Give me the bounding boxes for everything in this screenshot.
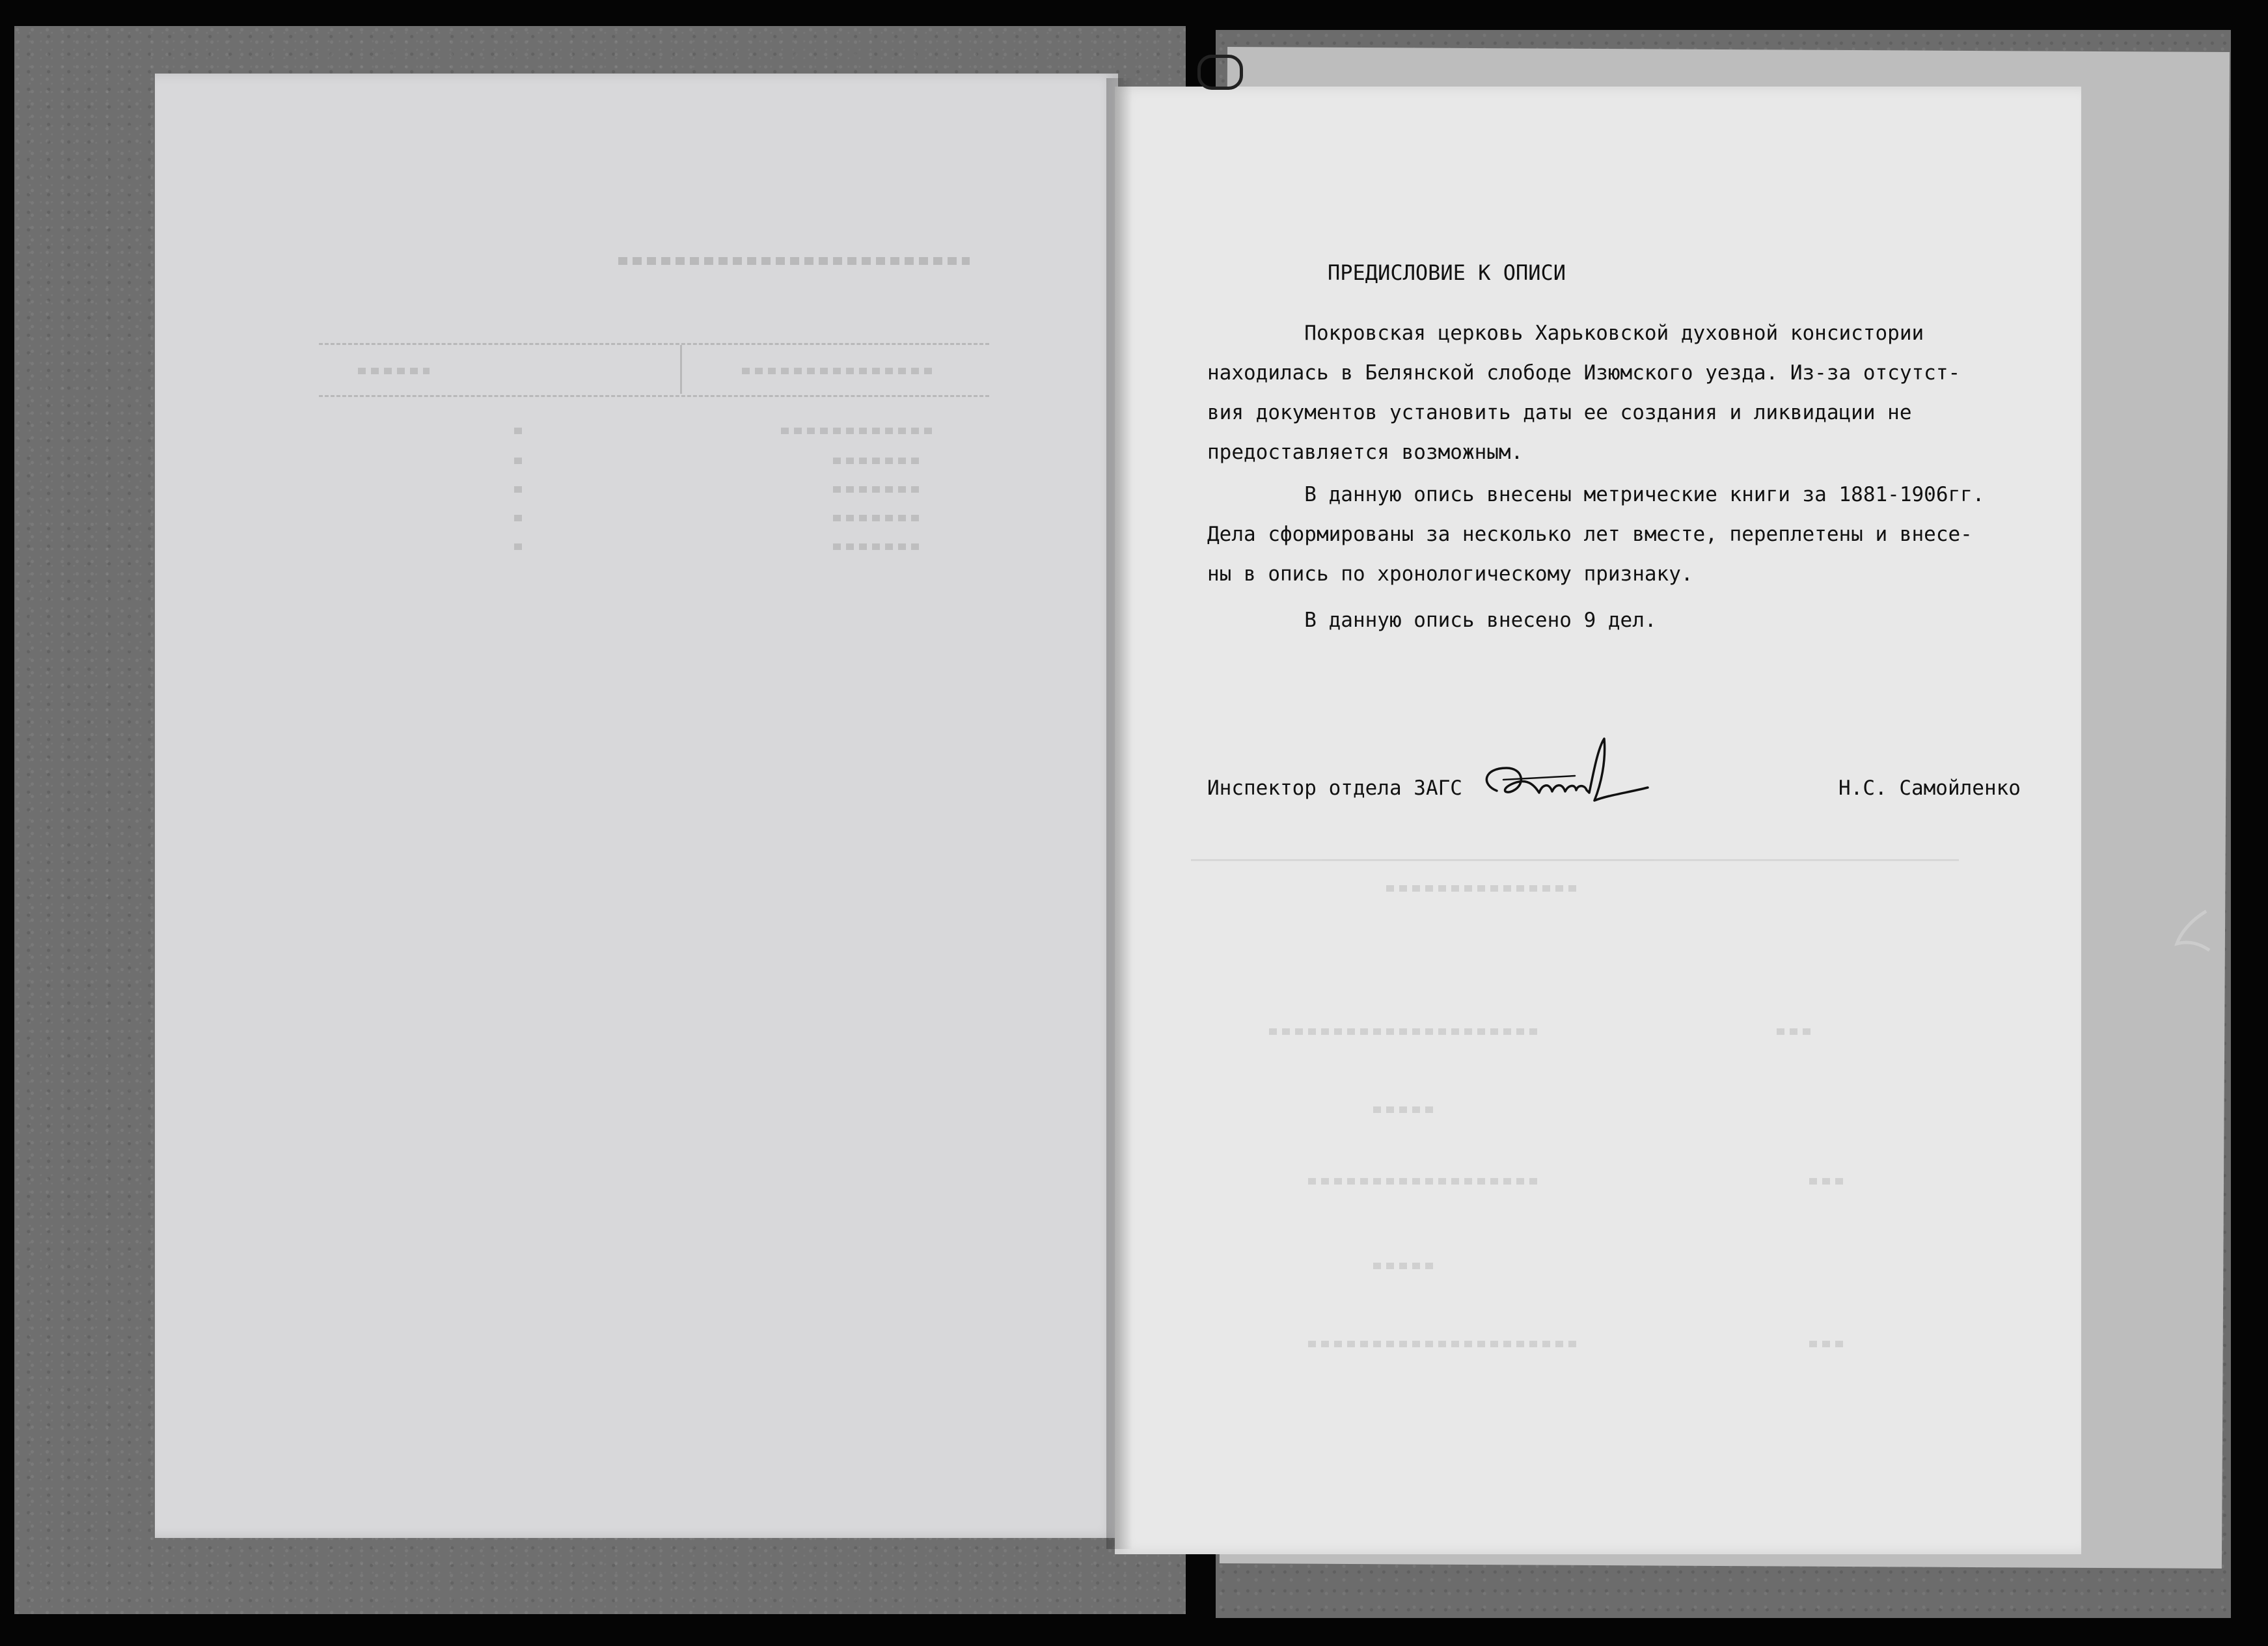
ghost-text-line [833, 486, 924, 493]
ghost-text-line [833, 515, 924, 521]
right-page-bleed-through [1191, 859, 1959, 1445]
ghost-column-divider [680, 345, 682, 394]
handwritten-signature [1477, 722, 1653, 814]
binder-ring-icon [1197, 55, 1243, 90]
ghost-heading [618, 257, 970, 265]
left-page-bleed-through [319, 257, 989, 596]
text-line: В данную опись внесены метрические книги за 1881-1906гг. [1207, 483, 1985, 506]
text-line: Покровская церковь Харьковской духовной консистории [1207, 322, 1924, 345]
text-line: ны в опись по хронологическому признаку. [1207, 562, 1693, 586]
text-line: вия документов установить даты ее создания и ликвидации не [1207, 401, 1912, 424]
ghost-text-line [514, 543, 523, 550]
ghost-text-line [781, 428, 937, 434]
ghost-text-line [1809, 1178, 1848, 1185]
signatory-name: Н.С. Самойленко [1838, 776, 2021, 800]
ghost-rule [1191, 859, 1959, 861]
paragraph-1 [1207, 314, 2073, 473]
text-line: В данную опись внесено 9 дел. [1207, 609, 1657, 632]
ghost-text-line [1308, 1178, 1542, 1185]
ghost-text-line [514, 486, 523, 493]
paragraph-2 [1207, 475, 2073, 594]
ghost-text-line [833, 543, 924, 550]
ghost-text-line [1777, 1028, 1816, 1035]
ghost-text-line [1809, 1341, 1848, 1347]
ghost-text-line [1373, 1263, 1438, 1269]
ghost-text-line [1308, 1341, 1581, 1347]
page-edge-mark [2170, 908, 2216, 953]
ghost-text-line [1269, 1028, 1542, 1035]
spine-shadow [1106, 78, 1132, 1549]
ghost-text-line [514, 515, 523, 521]
text-line: Дела сформированы за несколько лет вместе, переплетены и внесе- [1207, 523, 1973, 546]
ghost-text-line [514, 428, 523, 434]
text-line: предоставляется возможным. [1207, 441, 1523, 464]
ghost-text-line [514, 458, 523, 464]
ghost-rule [319, 395, 989, 397]
document-title: ПРЕДИСЛОВИЕ К ОПИСИ [1328, 260, 1566, 285]
text-line: находилась в Белянской слободе Изюмского уезда. Из-за отсутст- [1207, 361, 1961, 385]
ghost-text-line [742, 368, 937, 374]
ghost-text-line [833, 458, 924, 464]
ghost-text-line [358, 368, 430, 374]
paragraph-3 [1207, 601, 2073, 640]
ghost-rule [319, 343, 989, 345]
ghost-text-line [1373, 1106, 1438, 1113]
ghost-text-line [1386, 885, 1581, 892]
signatory-position: Инспектор отдела ЗАГС [1207, 776, 1462, 800]
